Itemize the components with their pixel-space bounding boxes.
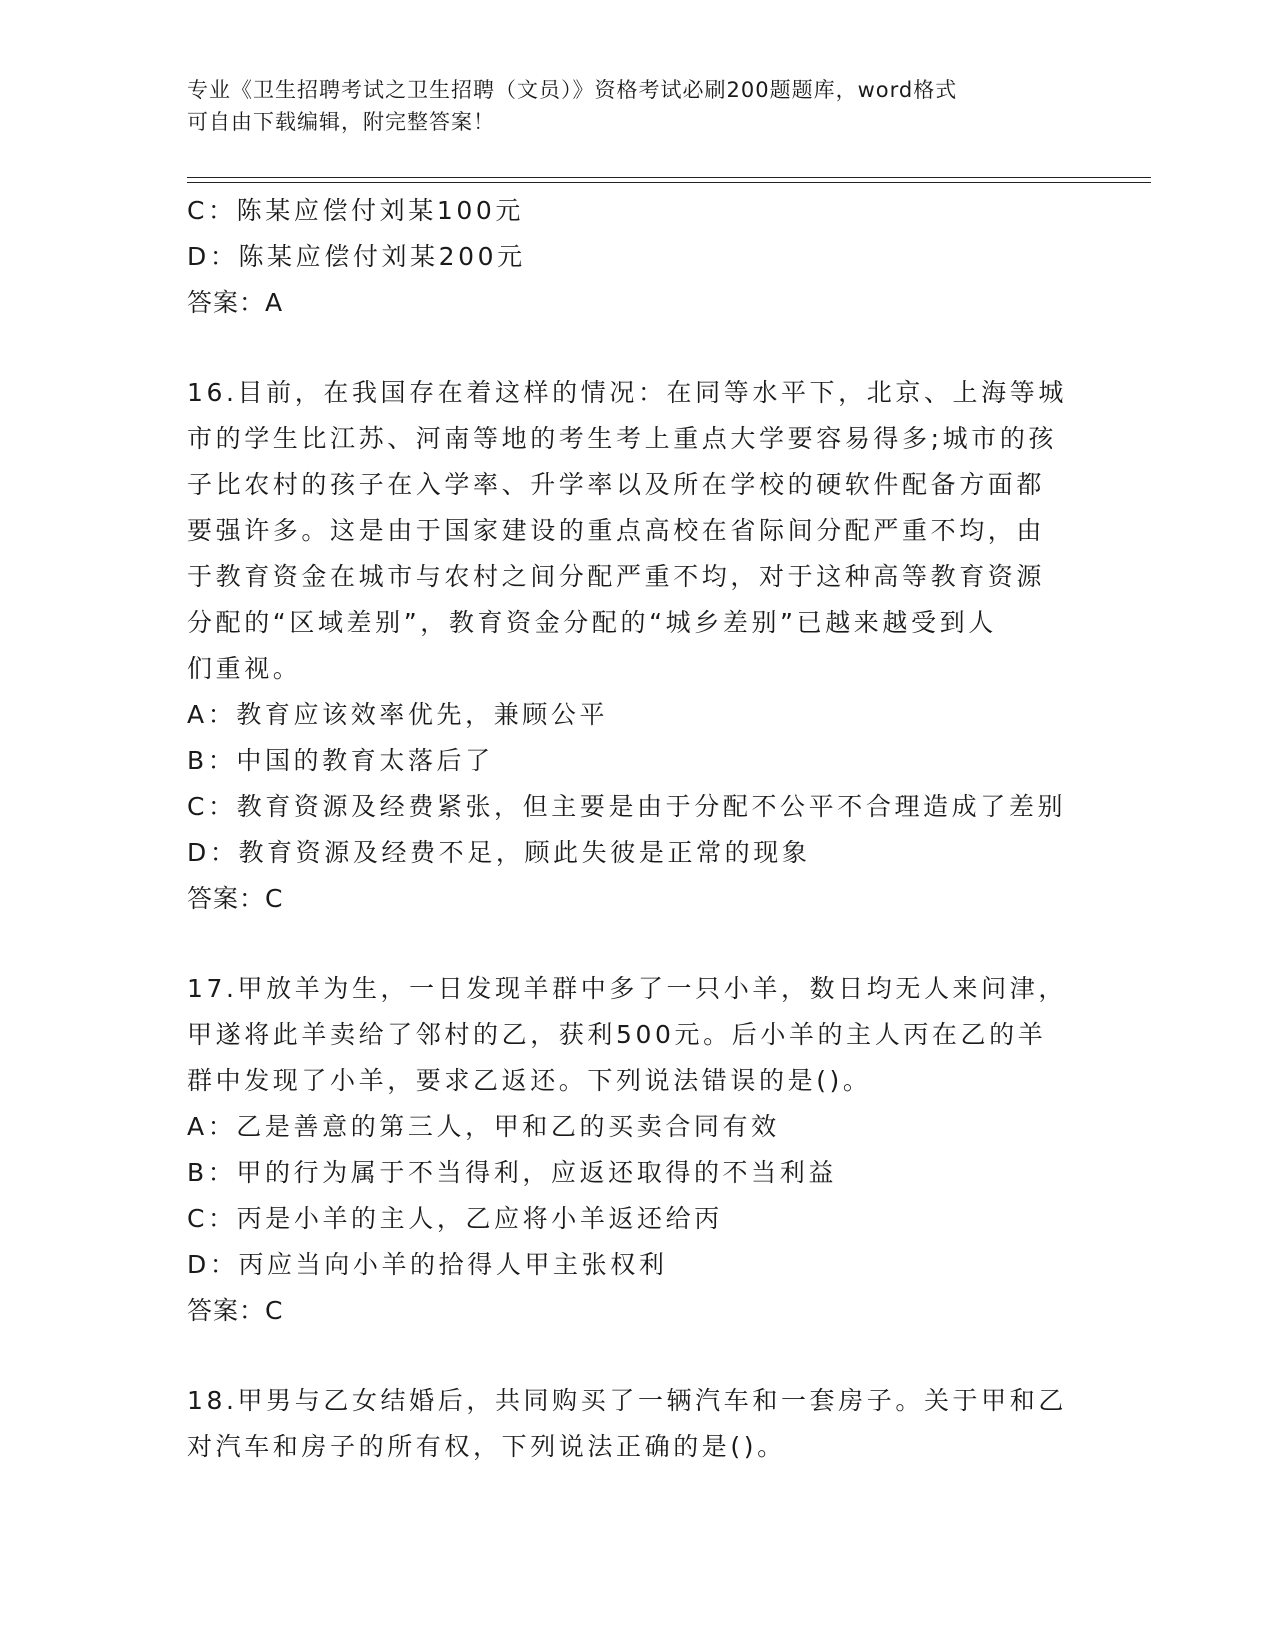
question-line: 要强许多。这是由于国家建设的重点高校在省际间分配严重不均，由 [187,516,1046,545]
question-line: 于教育资金在城市与农村之间分配严重不均，对于这种高等教育资源 [187,562,1046,591]
option-c: C：陈某应偿付刘某100元 [187,196,524,225]
header-line-2: 可自由下载编辑，附完整答案！ [187,110,495,134]
question-line: 17.甲放羊为生，一日发现羊群中多了一只小羊，数日均无人来问津， [187,974,1067,1003]
question-line: 们重视。 [187,654,302,683]
question-16 [187,370,1087,922]
question-text [187,1378,1087,1470]
answer-line: 答案：A [187,288,284,317]
document-header [187,74,1067,138]
question-line: 市的学生比江苏、河南等地的考生考上重点大学要容易得多;城市的孩 [187,424,1058,453]
answer-line: 答案：C [187,884,284,913]
header-divider-bottom [187,182,1151,183]
question-text [187,966,1087,1104]
option-d: D：教育资源及经费不足，顾此失彼是正常的现象 [187,838,811,867]
question-15-tail [187,188,1087,326]
question-line: 子比农村的孩子在入学率、升学率以及所在学校的硬软件配备方面都 [187,470,1046,499]
option-a: A：教育应该效率优先，兼顾公平 [187,700,609,729]
option-b: B：甲的行为属于不当得利，应返还取得的不当利益 [187,1158,837,1187]
question-line: 16.目前，在我国存在着这样的情况：在同等水平下，北京、上海等城 [187,378,1067,407]
header-divider-top [187,177,1151,178]
option-d: D：丙应当向小羊的拾得人甲主张权利 [187,1250,668,1279]
question-line: 18.甲男与乙女结婚后，共同购买了一辆汽车和一套房子。关于甲和乙 [187,1386,1067,1415]
option-a: A：乙是善意的第三人，甲和乙的买卖合同有效 [187,1112,780,1141]
question-17 [187,966,1087,1334]
document-body [187,188,1087,1470]
option-d: D：陈某应偿付刘某200元 [187,242,526,271]
option-c: C：教育资源及经费紧张，但主要是由于分配不公平不合理造成了差别 [187,792,1067,821]
option-b: B：中国的教育太落后了 [187,746,494,775]
answer-line: 答案：C [187,1296,284,1325]
question-line: 对汽车和房子的所有权，下列说法正确的是()。 [187,1432,786,1461]
question-18 [187,1378,1087,1470]
question-line: 群中发现了小羊，要求乙返还。下列说法错误的是()。 [187,1066,872,1095]
option-c: C：丙是小羊的主人，乙应将小羊返还给丙 [187,1204,723,1233]
question-line: 甲遂将此羊卖给了邻村的乙，获利500元。后小羊的主人丙在乙的羊 [187,1020,1047,1049]
question-line: 分配的“区域差别”，教育资金分配的“城乡差别”已越来越受到人 [187,608,997,637]
question-text [187,370,1087,692]
header-line-1: 专业《卫生招聘考试之卫生招聘（文员）》资格考试必刷200题题库，word格式 [187,78,958,102]
